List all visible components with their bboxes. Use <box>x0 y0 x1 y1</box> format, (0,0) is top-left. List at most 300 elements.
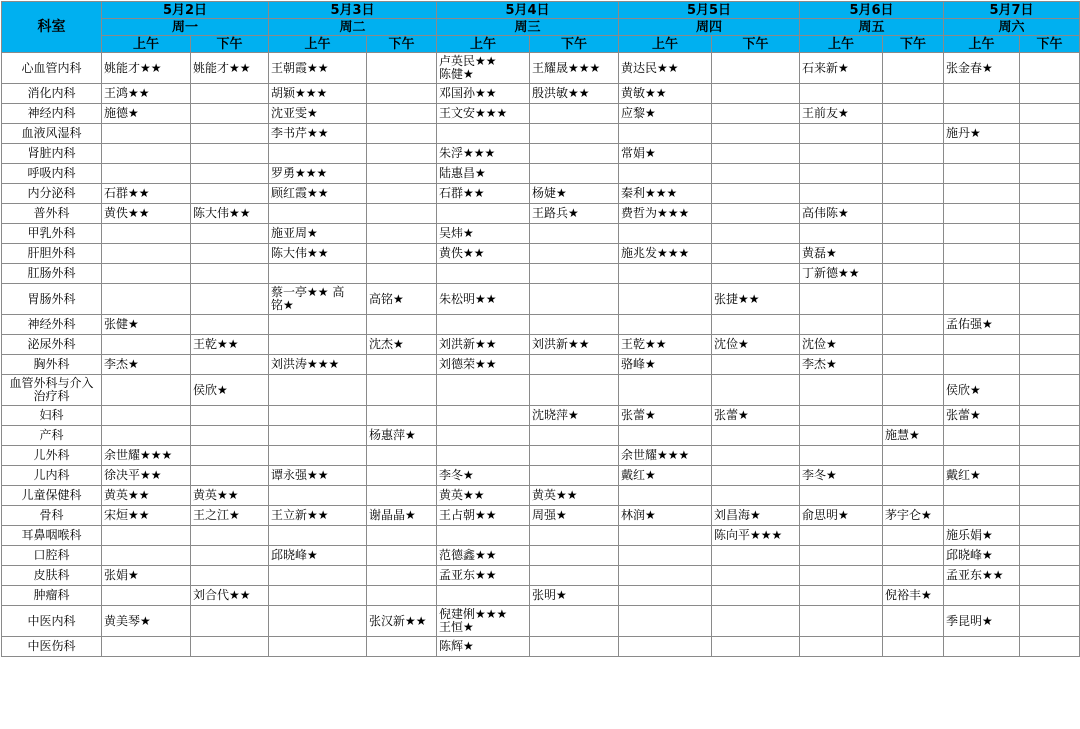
pm-doctor-cell <box>367 486 437 506</box>
pm-doctor-cell <box>191 315 269 335</box>
am-doctor-cell: 姚能才★★ <box>102 53 191 84</box>
pm-doctor-cell <box>367 184 437 204</box>
am-doctor-cell: 范德鑫★★ <box>437 546 530 566</box>
pm-doctor-cell <box>1020 84 1080 104</box>
pm-doctor-cell: 杨婕★ <box>530 184 619 204</box>
pm-doctor-cell <box>191 264 269 284</box>
am-doctor-cell: 徐决平★★ <box>102 466 191 486</box>
pm-doctor-cell <box>530 566 619 586</box>
pm-doctor-cell <box>883 104 944 124</box>
table-row <box>2 637 1080 657</box>
am-doctor-cell: 骆峰★ <box>619 355 712 375</box>
pm-doctor-cell <box>191 546 269 566</box>
am-doctor-cell <box>437 204 530 224</box>
am-doctor-cell: 石群★★ <box>437 184 530 204</box>
am-doctor-cell: 施亚周★ <box>269 224 367 244</box>
date-header: 5月2日 <box>102 2 269 19</box>
department-name: 儿童保健科 <box>2 486 102 506</box>
department-name: 产科 <box>2 426 102 446</box>
pm-doctor-cell <box>883 144 944 164</box>
dept-column-header: 科室 <box>2 2 102 53</box>
am-doctor-cell: 应黎★ <box>619 104 712 124</box>
am-doctor-cell <box>619 224 712 244</box>
pm-doctor-cell: 黄英★★ <box>530 486 619 506</box>
department-name: 妇科 <box>2 406 102 426</box>
am-doctor-cell: 石来新★ <box>800 53 883 84</box>
am-doctor-cell: 陆惠昌★ <box>437 164 530 184</box>
pm-doctor-cell <box>1020 426 1080 446</box>
pm-doctor-cell <box>530 426 619 446</box>
am-doctor-cell <box>269 566 367 586</box>
pm-doctor-cell: 高铭★ <box>367 284 437 315</box>
am-doctor-cell <box>102 164 191 184</box>
am-doctor-cell <box>437 526 530 546</box>
am-doctor-cell <box>800 184 883 204</box>
department-name: 血管外科与介入 治疗科 <box>2 375 102 406</box>
table-row <box>2 486 1080 506</box>
am-doctor-cell <box>619 164 712 184</box>
am-doctor-cell <box>944 264 1020 284</box>
am-doctor-cell: 顾红霞★★ <box>269 184 367 204</box>
pm-doctor-cell <box>883 53 944 84</box>
pm-doctor-cell <box>712 566 800 586</box>
am-doctor-cell <box>102 244 191 264</box>
am-header: 上午 <box>800 36 883 53</box>
pm-doctor-cell <box>530 546 619 566</box>
pm-doctor-cell <box>712 204 800 224</box>
weekday-header: 周一 <box>102 19 269 36</box>
am-doctor-cell <box>800 144 883 164</box>
pm-doctor-cell <box>191 224 269 244</box>
department-name: 内分泌科 <box>2 184 102 204</box>
pm-doctor-cell <box>530 244 619 264</box>
pm-doctor-cell <box>1020 144 1080 164</box>
pm-doctor-cell <box>883 335 944 355</box>
pm-doctor-cell <box>883 224 944 244</box>
table-row <box>2 335 1080 355</box>
pm-doctor-cell <box>883 84 944 104</box>
am-doctor-cell <box>800 84 883 104</box>
am-doctor-cell <box>944 244 1020 264</box>
am-doctor-cell: 刘洪新★★ <box>437 335 530 355</box>
pm-doctor-cell <box>367 264 437 284</box>
pm-doctor-cell <box>883 486 944 506</box>
pm-doctor-cell <box>530 284 619 315</box>
am-doctor-cell: 李书芹★★ <box>269 124 367 144</box>
department-name: 消化内科 <box>2 84 102 104</box>
am-doctor-cell: 倪建俐★★★ 王恒★ <box>437 606 530 637</box>
am-doctor-cell <box>800 426 883 446</box>
department-name: 胃肠外科 <box>2 284 102 315</box>
pm-doctor-cell <box>883 264 944 284</box>
pm-doctor-cell <box>712 355 800 375</box>
pm-doctor-cell: 施慧★ <box>883 426 944 446</box>
pm-doctor-cell: 侯欣★ <box>191 375 269 406</box>
pm-doctor-cell <box>883 446 944 466</box>
pm-doctor-cell <box>530 637 619 657</box>
am-doctor-cell: 石群★★ <box>102 184 191 204</box>
pm-doctor-cell <box>712 315 800 335</box>
am-doctor-cell <box>102 124 191 144</box>
am-doctor-cell <box>944 184 1020 204</box>
am-doctor-cell <box>800 124 883 144</box>
pm-doctor-cell <box>191 104 269 124</box>
table-row <box>2 84 1080 104</box>
department-name: 肿瘤科 <box>2 586 102 606</box>
pm-doctor-cell <box>367 315 437 335</box>
am-header: 上午 <box>437 36 530 53</box>
am-doctor-cell: 罗勇★★★ <box>269 164 367 184</box>
pm-doctor-cell <box>883 315 944 335</box>
am-doctor-cell: 戴红★ <box>944 466 1020 486</box>
am-doctor-cell <box>619 426 712 446</box>
am-doctor-cell <box>102 406 191 426</box>
pm-doctor-cell: 刘昌海★ <box>712 506 800 526</box>
am-doctor-cell: 李冬★ <box>437 466 530 486</box>
pm-doctor-cell <box>191 566 269 586</box>
pm-doctor-cell <box>1020 606 1080 637</box>
pm-doctor-cell <box>530 466 619 486</box>
am-doctor-cell: 张健★ <box>102 315 191 335</box>
am-doctor-cell <box>800 606 883 637</box>
pm-doctor-cell <box>712 184 800 204</box>
pm-doctor-cell: 刘洪新★★ <box>530 335 619 355</box>
pm-doctor-cell <box>367 375 437 406</box>
am-doctor-cell: 林润★ <box>619 506 712 526</box>
am-doctor-cell <box>269 426 367 446</box>
pm-doctor-cell: 王乾★★ <box>191 335 269 355</box>
am-doctor-cell <box>269 586 367 606</box>
am-doctor-cell: 邓国孙★★ <box>437 84 530 104</box>
am-doctor-cell: 费哲为★★★ <box>619 204 712 224</box>
pm-doctor-cell <box>1020 546 1080 566</box>
pm-doctor-cell <box>191 284 269 315</box>
pm-doctor-cell: 张捷★★ <box>712 284 800 315</box>
pm-doctor-cell: 沈杰★ <box>367 335 437 355</box>
am-doctor-cell <box>619 315 712 335</box>
pm-doctor-cell: 张明★ <box>530 586 619 606</box>
pm-doctor-cell <box>712 606 800 637</box>
pm-doctor-cell <box>367 124 437 144</box>
am-doctor-cell: 黄美琴★ <box>102 606 191 637</box>
am-doctor-cell <box>800 406 883 426</box>
am-doctor-cell <box>437 375 530 406</box>
pm-doctor-cell <box>191 144 269 164</box>
am-doctor-cell <box>102 335 191 355</box>
am-doctor-cell <box>800 526 883 546</box>
pm-doctor-cell <box>1020 164 1080 184</box>
pm-doctor-cell <box>883 566 944 586</box>
pm-doctor-cell <box>191 446 269 466</box>
pm-doctor-cell <box>712 264 800 284</box>
pm-doctor-cell <box>1020 406 1080 426</box>
am-doctor-cell <box>944 84 1020 104</box>
table-row <box>2 264 1080 284</box>
department-name: 甲乳外科 <box>2 224 102 244</box>
am-doctor-cell: 施乐娟★ <box>944 526 1020 546</box>
am-doctor-cell: 秦利★★★ <box>619 184 712 204</box>
table-row <box>2 606 1080 637</box>
pm-doctor-cell <box>191 244 269 264</box>
department-name: 血液风湿科 <box>2 124 102 144</box>
am-doctor-cell <box>944 284 1020 315</box>
am-doctor-cell <box>944 355 1020 375</box>
pm-doctor-cell <box>883 466 944 486</box>
pm-doctor-cell: 倪裕丰★ <box>883 586 944 606</box>
am-doctor-cell <box>269 406 367 426</box>
table-row <box>2 164 1080 184</box>
am-doctor-cell: 余世耀★★★ <box>102 446 191 466</box>
am-doctor-cell: 施德★ <box>102 104 191 124</box>
am-doctor-cell <box>800 546 883 566</box>
pm-doctor-cell <box>367 204 437 224</box>
pm-doctor-cell <box>883 546 944 566</box>
am-doctor-cell <box>944 204 1020 224</box>
pm-doctor-cell <box>712 446 800 466</box>
table-row <box>2 315 1080 335</box>
pm-doctor-cell <box>530 446 619 466</box>
pm-doctor-cell <box>191 406 269 426</box>
pm-doctor-cell <box>530 124 619 144</box>
am-doctor-cell: 高伟陈★ <box>800 204 883 224</box>
pm-doctor-cell <box>530 144 619 164</box>
weekday-header: 周三 <box>437 19 619 36</box>
department-name: 肾脏内科 <box>2 144 102 164</box>
am-doctor-cell <box>800 315 883 335</box>
am-doctor-cell <box>102 224 191 244</box>
pm-doctor-cell <box>1020 506 1080 526</box>
am-doctor-cell <box>944 446 1020 466</box>
pm-doctor-cell <box>1020 335 1080 355</box>
pm-doctor-cell <box>367 355 437 375</box>
pm-doctor-cell <box>883 124 944 144</box>
table-row <box>2 204 1080 224</box>
table-row <box>2 446 1080 466</box>
pm-doctor-cell <box>530 104 619 124</box>
pm-doctor-cell <box>883 606 944 637</box>
am-doctor-cell <box>102 637 191 657</box>
pm-doctor-cell <box>367 637 437 657</box>
am-header: 上午 <box>269 36 367 53</box>
am-doctor-cell: 余世耀★★★ <box>619 446 712 466</box>
am-doctor-cell <box>619 586 712 606</box>
am-doctor-cell: 孟亚东★★ <box>437 566 530 586</box>
pm-doctor-cell <box>191 164 269 184</box>
pm-doctor-cell <box>530 315 619 335</box>
table-row <box>2 466 1080 486</box>
am-doctor-cell <box>437 124 530 144</box>
am-doctor-cell: 谭永强★★ <box>269 466 367 486</box>
pm-doctor-cell <box>530 375 619 406</box>
am-doctor-cell: 黄佚★★ <box>102 204 191 224</box>
am-doctor-cell: 卢英民★★ 陈健★ <box>437 53 530 84</box>
am-doctor-cell: 黄英★★ <box>437 486 530 506</box>
am-doctor-cell: 张蕾★ <box>619 406 712 426</box>
pm-doctor-cell <box>367 466 437 486</box>
am-doctor-cell <box>102 586 191 606</box>
date-header: 5月6日 <box>800 2 944 19</box>
department-name: 神经内科 <box>2 104 102 124</box>
pm-doctor-cell <box>367 164 437 184</box>
pm-header: 下午 <box>1020 36 1080 53</box>
am-doctor-cell <box>800 586 883 606</box>
table-row <box>2 53 1080 84</box>
pm-doctor-cell <box>367 144 437 164</box>
pm-doctor-cell <box>712 53 800 84</box>
department-name: 胸外科 <box>2 355 102 375</box>
am-doctor-cell: 刘德荣★★ <box>437 355 530 375</box>
pm-doctor-cell <box>367 526 437 546</box>
pm-doctor-cell: 张汉新★★ <box>367 606 437 637</box>
pm-header: 下午 <box>367 36 437 53</box>
am-doctor-cell: 黄达民★★ <box>619 53 712 84</box>
am-doctor-cell <box>944 224 1020 244</box>
pm-doctor-cell <box>712 224 800 244</box>
pm-doctor-cell <box>191 637 269 657</box>
am-doctor-cell <box>102 284 191 315</box>
pm-doctor-cell: 沈俭★ <box>712 335 800 355</box>
department-name: 普外科 <box>2 204 102 224</box>
am-doctor-cell <box>269 375 367 406</box>
department-name: 呼吸内科 <box>2 164 102 184</box>
am-doctor-cell <box>800 486 883 506</box>
am-doctor-cell <box>437 446 530 466</box>
am-doctor-cell: 王立新★★ <box>269 506 367 526</box>
pm-doctor-cell <box>367 53 437 84</box>
department-name: 中医伤科 <box>2 637 102 657</box>
pm-doctor-cell <box>191 606 269 637</box>
pm-doctor-cell <box>191 84 269 104</box>
pm-doctor-cell <box>367 446 437 466</box>
am-doctor-cell <box>437 315 530 335</box>
am-doctor-cell <box>800 375 883 406</box>
table-row <box>2 586 1080 606</box>
am-doctor-cell: 沈俭★ <box>800 335 883 355</box>
table-row <box>2 546 1080 566</box>
am-doctor-cell <box>619 606 712 637</box>
am-doctor-cell <box>944 426 1020 446</box>
pm-doctor-cell <box>712 637 800 657</box>
am-doctor-cell <box>269 637 367 657</box>
pm-doctor-cell <box>1020 637 1080 657</box>
department-name: 儿外科 <box>2 446 102 466</box>
am-doctor-cell: 陈辉★ <box>437 637 530 657</box>
date-header: 5月4日 <box>437 2 619 19</box>
pm-doctor-cell: 王之江★ <box>191 506 269 526</box>
am-doctor-cell: 侯欣★ <box>944 375 1020 406</box>
am-doctor-cell: 季昆明★ <box>944 606 1020 637</box>
date-header: 5月7日 <box>944 2 1080 19</box>
am-doctor-cell: 胡颖★★★ <box>269 84 367 104</box>
pm-doctor-cell <box>883 164 944 184</box>
weekday-header: 周五 <box>800 19 944 36</box>
am-doctor-cell <box>437 406 530 426</box>
pm-doctor-cell <box>712 84 800 104</box>
am-doctor-cell: 王前友★ <box>800 104 883 124</box>
am-doctor-cell: 张蕾★ <box>944 406 1020 426</box>
am-doctor-cell: 俞思明★ <box>800 506 883 526</box>
table-row <box>2 144 1080 164</box>
table-row <box>2 124 1080 144</box>
table-row <box>2 104 1080 124</box>
pm-doctor-cell <box>530 355 619 375</box>
pm-doctor-cell <box>367 546 437 566</box>
pm-doctor-cell: 陈大伟★★ <box>191 204 269 224</box>
am-doctor-cell <box>102 526 191 546</box>
am-doctor-cell: 张娟★ <box>102 566 191 586</box>
am-doctor-cell <box>269 315 367 335</box>
table-row <box>2 355 1080 375</box>
pm-doctor-cell <box>712 164 800 184</box>
pm-doctor-cell <box>1020 104 1080 124</box>
am-doctor-cell <box>944 335 1020 355</box>
pm-doctor-cell <box>530 526 619 546</box>
pm-doctor-cell <box>191 184 269 204</box>
pm-doctor-cell: 姚能才★★ <box>191 53 269 84</box>
department-name: 中医内科 <box>2 606 102 637</box>
am-doctor-cell <box>800 224 883 244</box>
pm-doctor-cell <box>712 546 800 566</box>
am-doctor-cell <box>102 264 191 284</box>
am-doctor-cell: 王朝霞★★ <box>269 53 367 84</box>
am-doctor-cell: 李冬★ <box>800 466 883 486</box>
am-doctor-cell <box>269 335 367 355</box>
pm-doctor-cell <box>1020 53 1080 84</box>
am-doctor-cell <box>944 144 1020 164</box>
am-doctor-cell: 王乾★★ <box>619 335 712 355</box>
am-doctor-cell <box>437 426 530 446</box>
am-doctor-cell <box>619 264 712 284</box>
pm-doctor-cell <box>883 204 944 224</box>
am-doctor-cell: 黄敏★★ <box>619 84 712 104</box>
am-doctor-cell <box>102 375 191 406</box>
pm-doctor-cell <box>191 426 269 446</box>
department-name: 神经外科 <box>2 315 102 335</box>
am-header: 上午 <box>944 36 1020 53</box>
pm-doctor-cell <box>530 164 619 184</box>
pm-doctor-cell <box>367 244 437 264</box>
am-doctor-cell <box>944 486 1020 506</box>
am-doctor-cell <box>102 144 191 164</box>
pm-doctor-cell <box>883 406 944 426</box>
pm-doctor-cell <box>712 375 800 406</box>
am-doctor-cell: 孟佑强★ <box>944 315 1020 335</box>
weekday-header: 周四 <box>619 19 800 36</box>
weekday-header: 周二 <box>269 19 437 36</box>
pm-doctor-cell <box>1020 446 1080 466</box>
am-doctor-cell <box>269 204 367 224</box>
pm-doctor-cell: 王耀晟★★★ <box>530 53 619 84</box>
department-name: 心血管内科 <box>2 53 102 84</box>
am-doctor-cell: 邱晓峰★ <box>269 546 367 566</box>
pm-doctor-cell: 黄英★★ <box>191 486 269 506</box>
pm-doctor-cell <box>1020 586 1080 606</box>
am-doctor-cell <box>944 104 1020 124</box>
am-doctor-cell <box>619 486 712 506</box>
date-header: 5月3日 <box>269 2 437 19</box>
pm-doctor-cell <box>191 526 269 546</box>
am-doctor-cell <box>102 426 191 446</box>
am-header: 上午 <box>102 36 191 53</box>
pm-doctor-cell: 谢晶晶★ <box>367 506 437 526</box>
department-name: 肝胆外科 <box>2 244 102 264</box>
am-doctor-cell: 吴炜★ <box>437 224 530 244</box>
pm-doctor-cell <box>530 606 619 637</box>
pm-doctor-cell <box>712 144 800 164</box>
table-row <box>2 406 1080 426</box>
pm-doctor-cell <box>367 406 437 426</box>
date-header: 5月5日 <box>619 2 800 19</box>
